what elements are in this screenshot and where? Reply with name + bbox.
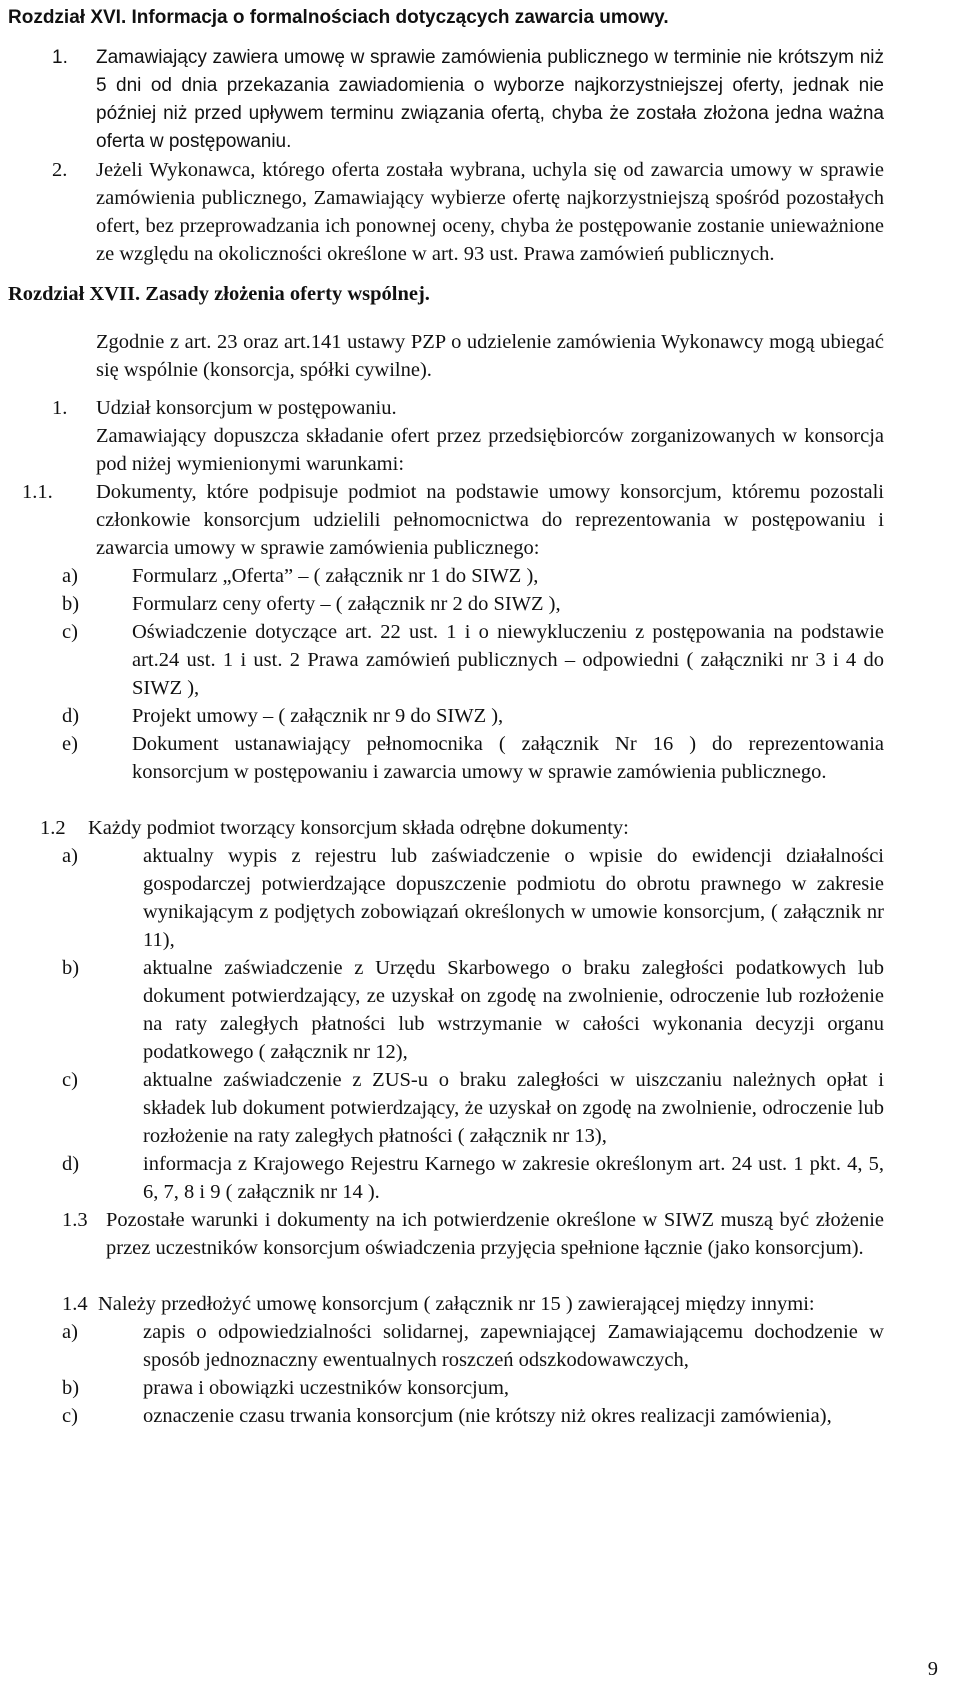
ch16-p2-text-a: Jeżeli Wykonawca, którego oferta została wybrana, uchyla się od zawarcia umowy w: [96, 159, 821, 181]
s13-number: 1.3: [62, 1209, 88, 1231]
s14-item-a-text: zapis o odpowiedzialności solidarnej, zapewniającej Zamawiającemu dochodzenie w sposób jednoznaczny ewentualnych roszczeń odszkodowawczych,: [143, 1321, 884, 1371]
s12-item-d-text: informacja z Krajowego Rejestru Karnego w zakresie określonym art. 24 ust. 1 pkt. 4, 5, 6, 7, 8 i 9 ( załącznik nr 14 ).: [143, 1153, 884, 1203]
s11-item-c-text: Oświadczenie dotyczące art. 22 ust. 1 i o niewykluczeniu z postępowania na podstawie art.24 ust. 1 i ust. 2 Prawa zamówień publicznych – odpowiedni ( załączniki nr 3 i 4 do SIWZ ),: [132, 621, 884, 699]
s11-item-a-text: Formularz „Oferta” – ( załącznik nr 1 do SIWZ ),: [132, 565, 539, 587]
ch16-p1-text: Zamawiający zawiera umowę w sprawie zamówienia publicznego w terminie nie krótszym niż 5 dni od dnia przekazania zawiadomienia o wyborze najkorzystniejszej oferty, jednak nie później niż przed upływem terminu związania ofertą, chyba że została złożona jedna ważna oferta w postępowaniu.: [96, 47, 884, 152]
s12-item-b-text: aktualne zaświadczenie z Urzędu Skarbowego o braku zaległości podatkowych lub dokument potwierdzający, ze uzyskał on zgodę na zwolnienie, odroczenie lub rozłożenie na raty zaległych płatności lub wstrzymanie w całości wykonania decyzji organu podatkowego ( załącznik nr 12),: [143, 957, 884, 1063]
s14-item-b-text: prawa i obowiązki uczestników konsorcjum,: [143, 1377, 510, 1399]
s1-text: Zamawiający dopuszcza składanie ofert przez przedsiębiorców zorganizowanych w konsorcja pod niżej wymienionymi warunkami:: [96, 425, 884, 475]
s12-item-a-text: aktualny wypis z rejestru lub zaświadczenie o wpisie do ewidencji działalności gospodarczej potwierdzające dopuszczenie podmiotu do obrotu prawnego w zakresie wynikającym z podjętych zobowiązań określonych w umowie konsorcjum, ( załącznik nr 11),: [143, 845, 884, 951]
s1-number: 1.: [52, 397, 68, 419]
s14-number: 1.4: [62, 1293, 88, 1315]
s11-item-e-letter: e): [62, 733, 78, 755]
s11-number: 1.1.: [22, 481, 53, 503]
s14-item-b-letter: b): [62, 1377, 80, 1399]
chapter-16-heading: Rozdział XVI. Informacja o formalnościach dotyczących zawarcia umowy.: [8, 7, 669, 28]
s14-text: Należy przedłożyć umowę konsorcjum ( załącznik nr 15 ) zawierającej między innymi:: [98, 1293, 815, 1315]
s14-item-c-letter: c): [62, 1405, 78, 1427]
s12-text: Każdy podmiot tworzący konsorcjum składa odrębne dokumenty:: [88, 817, 629, 839]
ch17-intro: Zgodnie z art. 23 oraz art.141 ustawy PZP o udzielenie zamówienia Wykonawcy mogą ubiegać się wspólnie (konsorcja, spółki cywilne).: [96, 331, 884, 381]
s11-item-b-text: Formularz ceny oferty – ( załącznik nr 2 do SIWZ ),: [132, 593, 561, 615]
s14-item-c-text: oznaczenie czasu trwania konsorcjum (nie krótszy niż okres realizacji zamówienia),: [143, 1405, 832, 1427]
chapter-17-heading: Rozdział XVII. Zasady złożenia oferty wspólnej.: [8, 283, 430, 305]
s12-item-b-letter: b): [62, 957, 80, 979]
ch16-p2-number: 2.: [52, 159, 68, 181]
s11-item-d-letter: d): [62, 705, 80, 727]
s11-item-c-letter: c): [62, 621, 78, 643]
ch16-p2-text: [96, 156, 884, 268]
s11-item-e-text: Dokument ustanawiający pełnomocnika ( załącznik Nr 16 ) do reprezentowania konsorcjum w postępowaniu i zawarcia umowy w sprawie zamówienia publicznego.: [132, 733, 884, 783]
s1-title: Udział konsorcjum w postępowaniu.: [96, 397, 397, 419]
s12-number: 1.2: [40, 817, 66, 839]
ch16-p1-number: 1.: [52, 47, 68, 68]
s11-item-b-letter: b): [62, 593, 80, 615]
s12-item-a-letter: a): [62, 845, 78, 867]
ch16-p2-text-b: sprawie zamówienia publicznego, Zamawiający wybierze ofertę najkorzystniejszą spośród pozostałych ofert, bez przeprowadzania ich ponownej oceny, chyba że postępowanie zostanie unieważnione ze względu na okoliczności określone w art. 93 ust. Prawa zamówień publicznych.: [96, 159, 884, 265]
s11-text: Dokumenty, które podpisuje podmiot na podstawie umowy konsorcjum, któremu pozostali członkowie konsorcjum udzielili pełnomocnictwa do reprezentowania w postępowaniu i zawarcia umowy w sprawie zamówienia publicznego:: [96, 481, 884, 559]
s12-item-d-letter: d): [62, 1153, 80, 1175]
s12-item-c-letter: c): [62, 1069, 78, 1091]
s14-item-a-letter: a): [62, 1321, 78, 1343]
page-number: 9: [927, 1658, 938, 1680]
s13-text: Pozostałe warunki i dokumenty na ich potwierdzenie określone w SIWZ muszą być złożenie przez uczestników konsorcjum oświadczenia przyjęcia spełnione łącznie (jako konsorcjum).: [106, 1209, 884, 1259]
s12-item-c-text: aktualne zaświadczenie z ZUS-u o braku zaległości w uiszczaniu należnych opłat i składek lub dokument potwierdzający, że uzyskał on zgodę na zwolnienie, odroczenie lub rozłożenie na raty zaległych płatności ( załącznik nr 13),: [143, 1069, 884, 1147]
s11-item-d-text: Projekt umowy – ( załącznik nr 9 do SIWZ ),: [132, 705, 504, 727]
s11-item-a-letter: a): [62, 565, 78, 587]
